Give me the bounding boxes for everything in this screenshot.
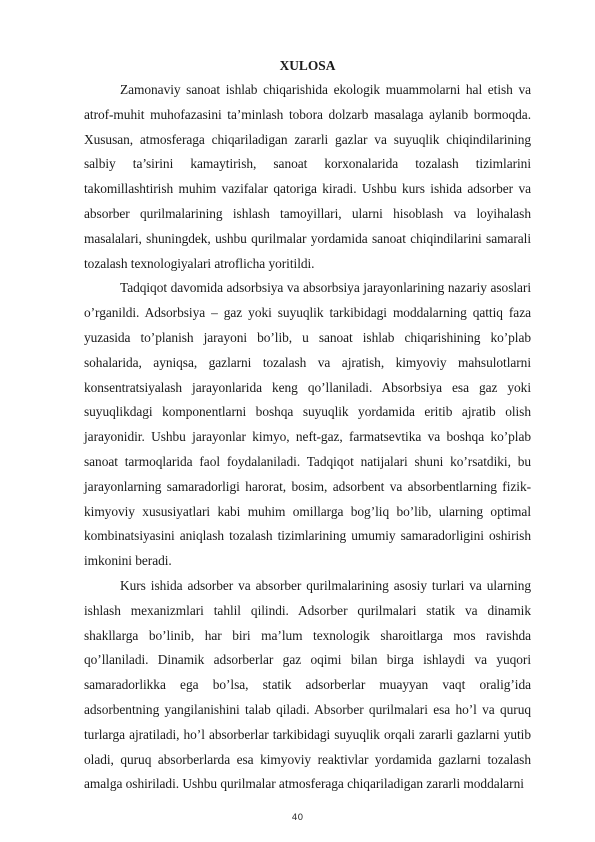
paragraph-2: Tadqiqot davomida adsorbsiya va absorbsiya jarayonlarining nazariy asoslari o’rganildi. Adsorbsiya – gaz yoki suyuqlik tarkibidagi moddalarning qattiq faza yuzasida to’planish jarayoni bo’lib, u sanoat ishlab chiqarishining ko’plab sohalarida, ayniqsa, gazlarni tozalash va ajratish, kimyoviy mahsulotlarni konsentratsiyalash jarayonlarida keng qo’llaniladi. Absorbsiya esa gaz yoki suyuqlikdagi komponentlarni boshqa suyuqlik yordamida eritib ajratib olish jarayonidir. Ushbu jarayonlar kimyo, neft-gaz, farmatsevtika va boshqa ko’plab sanoat tarmoqlarida faol foydalaniladi. Tadqiqot natijalari shuni ko’rsatdiki, bu jarayonlarning samaradorligi harorat, bosim, adsorbent va absorbentlarning fizik-kimyoviy xususiyatlari kabi muhim omillarga bog’liq bo’lib, ularning optimal kombinatsiyasini aniqlash tozalash tizimlarining umumiy samaradorligini oshirish imkonini beradi. [84,280,531,569]
section-title: XULOSA [279,58,336,73]
page-number: 40 [291,813,304,823]
document-page [84,54,531,797]
paragraph-1: Zamonaviy sanoat ishlab chiqarishida ekologik muammolarni hal etish va atrof-muhit muhofazasini ta’minlash tobora dolzarb masalaga aylanib bormoqda. Xususan, atmosferaga chiqariladigan zararli gazlar va suyuqlik chiqindilarining salbiy ta’sirini kamaytirish, sanoat korxonalarida tozalash tizimlarini takomillashtirish muhim vazifalar qatoriga kiradi. Ushbu kurs ishida adsorber va absorber qurilmalarining ishlash tamoyillari, ularni hisoblash va loyihalash masalalari, shuningdek, ushbu qurilmalar yordamida sanoat chiqindilarini samarali tozalash texnologiyalari atroflicha yoritildi. [84,82,531,271]
paragraph-3: Kurs ishida adsorber va absorber qurilmalarining asosiy turlari va ularning ishlash mexanizmlari tahlil qilindi. Adsorber qurilmalari statik va dinamik shakllarga bo’linib, har biri ma’lum texnologik sharoitlarga mos ravishda qo’llaniladi. Dinamik adsorberlar gaz oqimi bilan birga ishlaydi va yuqori samaradorlikka ega bo’lsa, statik adsorberlar muayyan vaqt oralig’ida adsorbentning yangilanishini talab qiladi. Absorber qurilmalari esa ho’l va quruq turlarga ajratiladi, ho’l absorberlar tarkibidagi suyuqlik orqali zararli gazlarni yutib oladi, quruq absorberlarda esa kimyoviy reaktivlar yordamida gazlarni tozalash amalga oshiriladi. Ushbu qurilmalar atmosferaga chiqariladigan zararli moddalarni [84,577,531,792]
